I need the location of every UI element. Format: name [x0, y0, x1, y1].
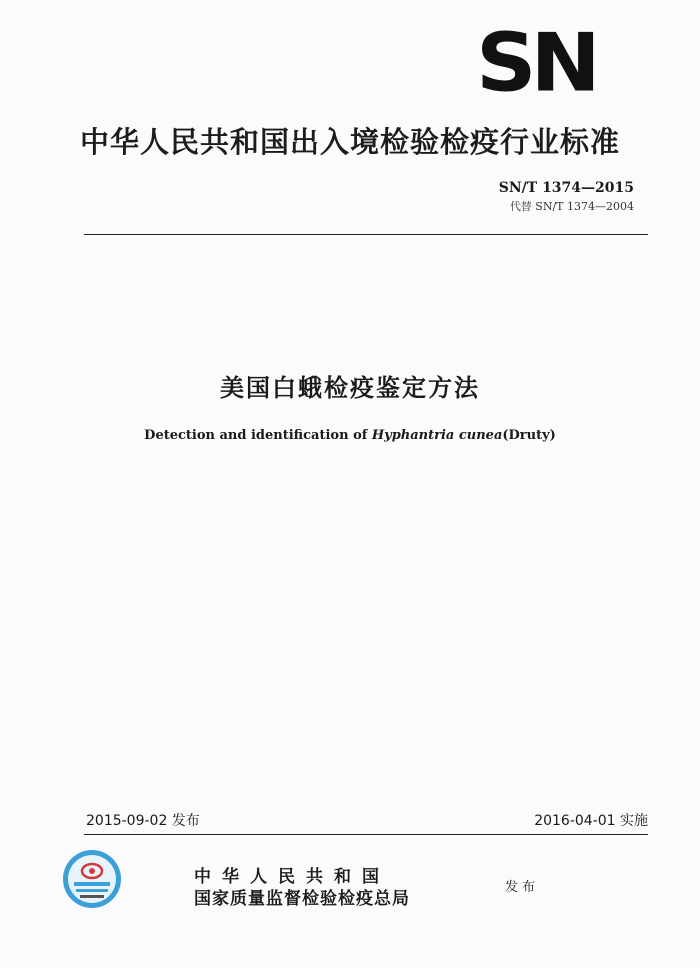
replaces-note: 代替 SN/T 1374—2004 — [509, 200, 634, 213]
title-chinese: 美国白蛾检疫鉴定方法 — [220, 374, 480, 402]
standard-type: 中华人民共和国出入境检验检疫行业标准 — [80, 125, 621, 159]
issue-date: 2015-09-02 发布 — [86, 813, 200, 829]
sn-logo: SN — [476, 16, 595, 110]
issuer-line-1: 中华人民共和国 — [194, 867, 390, 887]
title-english — [0, 428, 700, 443]
implementation-date: 2016-04-01 实施 — [534, 813, 648, 829]
bottom-divider — [84, 834, 648, 835]
anti-counterfeit-stamp-icon — [62, 849, 122, 909]
issuer-line-2: 国家质量监督检验检疫总局 — [194, 889, 410, 909]
top-divider — [84, 234, 648, 235]
title-english-prefix: Detection and identification of — [144, 428, 372, 443]
title-english-suffix: (Druty) — [502, 428, 556, 443]
title-english-scientific-name: Hyphantria cunea — [371, 428, 503, 443]
standard-code: SN/T 1374—2015 — [498, 180, 634, 196]
publish-label: 发布 — [505, 880, 540, 895]
